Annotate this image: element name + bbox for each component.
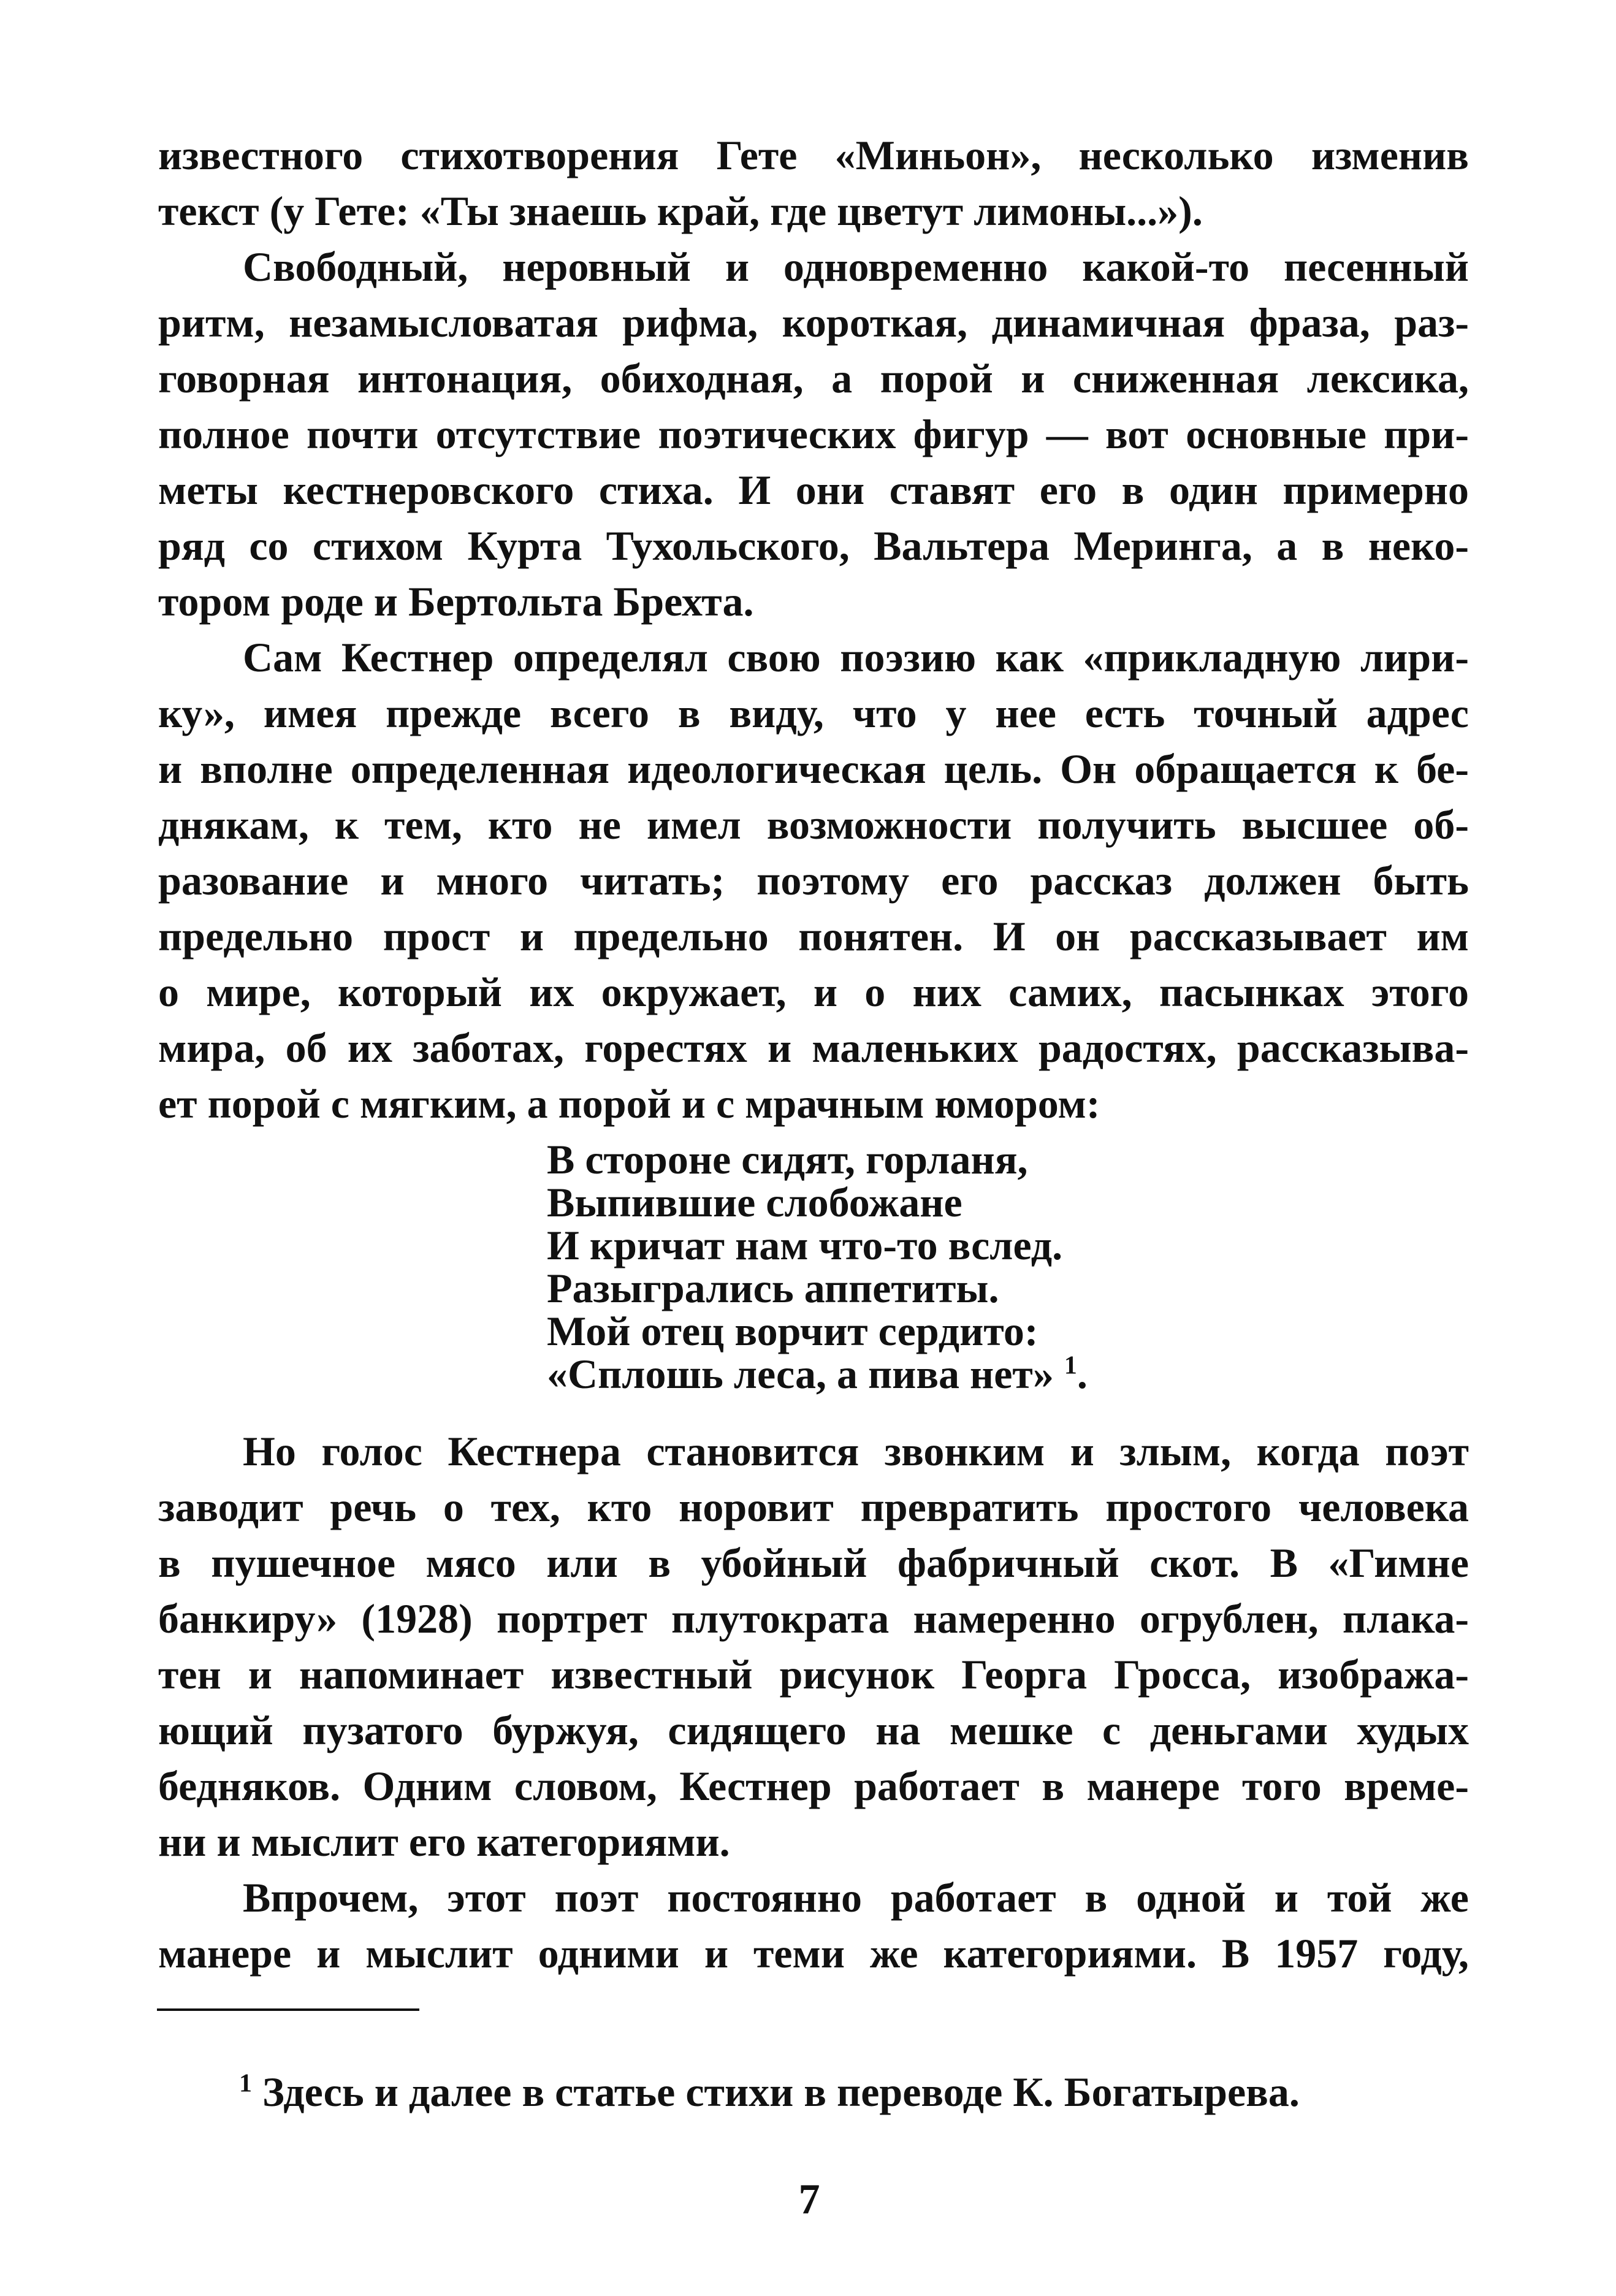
footnote-divider (157, 2008, 419, 2011)
poem-line-text: «Сплошь леса, а пива нет» (547, 1351, 1054, 1397)
footnote-text: Здесь и далее в статье стихи в переводе К. Богатырева. (262, 2069, 1300, 2115)
text-line: тен и напоминает известный рисунок Георга Гросса, изобража- (158, 1651, 1469, 1698)
text-block-bottom (158, 1424, 1469, 1981)
text-line: ет порой с мягким, а порой и с мрачным юмором: (158, 1080, 1100, 1127)
text-line: текст (у Гете: «Ты знаешь край, где цветут лимоны...»). (158, 188, 1203, 234)
text-line: Сам Кестнер определял свою поэзию как «прикладную лири- (243, 634, 1469, 681)
footnote (239, 2067, 1300, 2116)
text-line: говорная интонация, обиходная, а порой и сниженная лексика, (158, 355, 1469, 402)
text-line: Свободный, неровный и одновременно какой-то песенный (243, 243, 1469, 290)
text-line: ни и мыслит его категориями. (158, 1818, 730, 1865)
poem-line-trailing: . (1077, 1351, 1088, 1397)
text-line: разование и много читать; поэтому его рассказ должен быть (158, 857, 1469, 904)
text-line: известного стихотворения Гете «Миньон», несколько изменив (158, 132, 1469, 178)
text-line: днякам, к тем, кто не имел возможности получить высшее об- (158, 801, 1469, 848)
text-line: ющий пузатого буржуя, сидящего на мешке с деньгами худых (158, 1707, 1469, 1753)
text-line: Но голос Кестнера становится звонким и злым, когда поэт (243, 1428, 1469, 1474)
poem-line: В стороне сидят, горланя, (547, 1136, 1028, 1183)
footnote-marker: 1 (239, 2069, 252, 2098)
text-line: предельно прост и предельно понятен. И он рассказывает им (158, 913, 1469, 959)
text-line: банкиру» (1928) портрет плутократа намеренно огрублен, плака- (158, 1595, 1469, 1642)
text-line: полное почти отсутствие поэтических фигур — вот основные при- (158, 411, 1469, 457)
text-line: в пушечное мясо или в убойный фабричный скот. В «Гимне (158, 1539, 1469, 1586)
text-line: и вполне определенная идеологическая цель. Он обращается к бе- (158, 746, 1469, 792)
text-block-top (158, 128, 1469, 1132)
poem-line: Мой отец ворчит сердито: (547, 1308, 1039, 1354)
poem-line: И кричат нам что-то вслед. (547, 1222, 1063, 1268)
text-line: о мире, который их окружает, и о них самих, пасынках этого (158, 969, 1469, 1015)
text-line: бедняков. Одним словом, Кестнер работает в манере того време- (158, 1763, 1469, 1809)
text-line: ряд со стихом Курта Тухольского, Вальтера Меринга, а в неко- (158, 522, 1469, 569)
footnote-reference[interactable]: 1 (1064, 1351, 1077, 1380)
poem-line: Выпившие слобожане (547, 1179, 962, 1226)
page-number: 7 (798, 2176, 820, 2223)
poem-line: Разыгрались аппетиты. (547, 1265, 999, 1311)
text-line: Впрочем, этот поэт постоянно работает в одной и той же (243, 1874, 1469, 1921)
poem-line-last (547, 1352, 1088, 1395)
text-line: заводит речь о тех, кто норовит превратить простого человека (158, 1484, 1469, 1530)
text-line: ритм, незамысловатая рифма, короткая, динамичная фраза, раз- (158, 299, 1469, 346)
poem-quote (547, 1138, 1088, 1395)
text-line: манере и мыслит одними и теми же категориями. В 1957 году, (158, 1930, 1469, 1977)
text-line: мира, об их заботах, горестях и маленьких радостях, рассказыва- (158, 1024, 1469, 1071)
text-line: ку», имея прежде всего в виду, что у нее есть точный адрес (158, 690, 1469, 736)
text-line: меты кестнеровского стиха. И они ставят его в один примерно (158, 467, 1469, 513)
text-line: тором роде и Бертольта Брехта. (158, 578, 754, 625)
